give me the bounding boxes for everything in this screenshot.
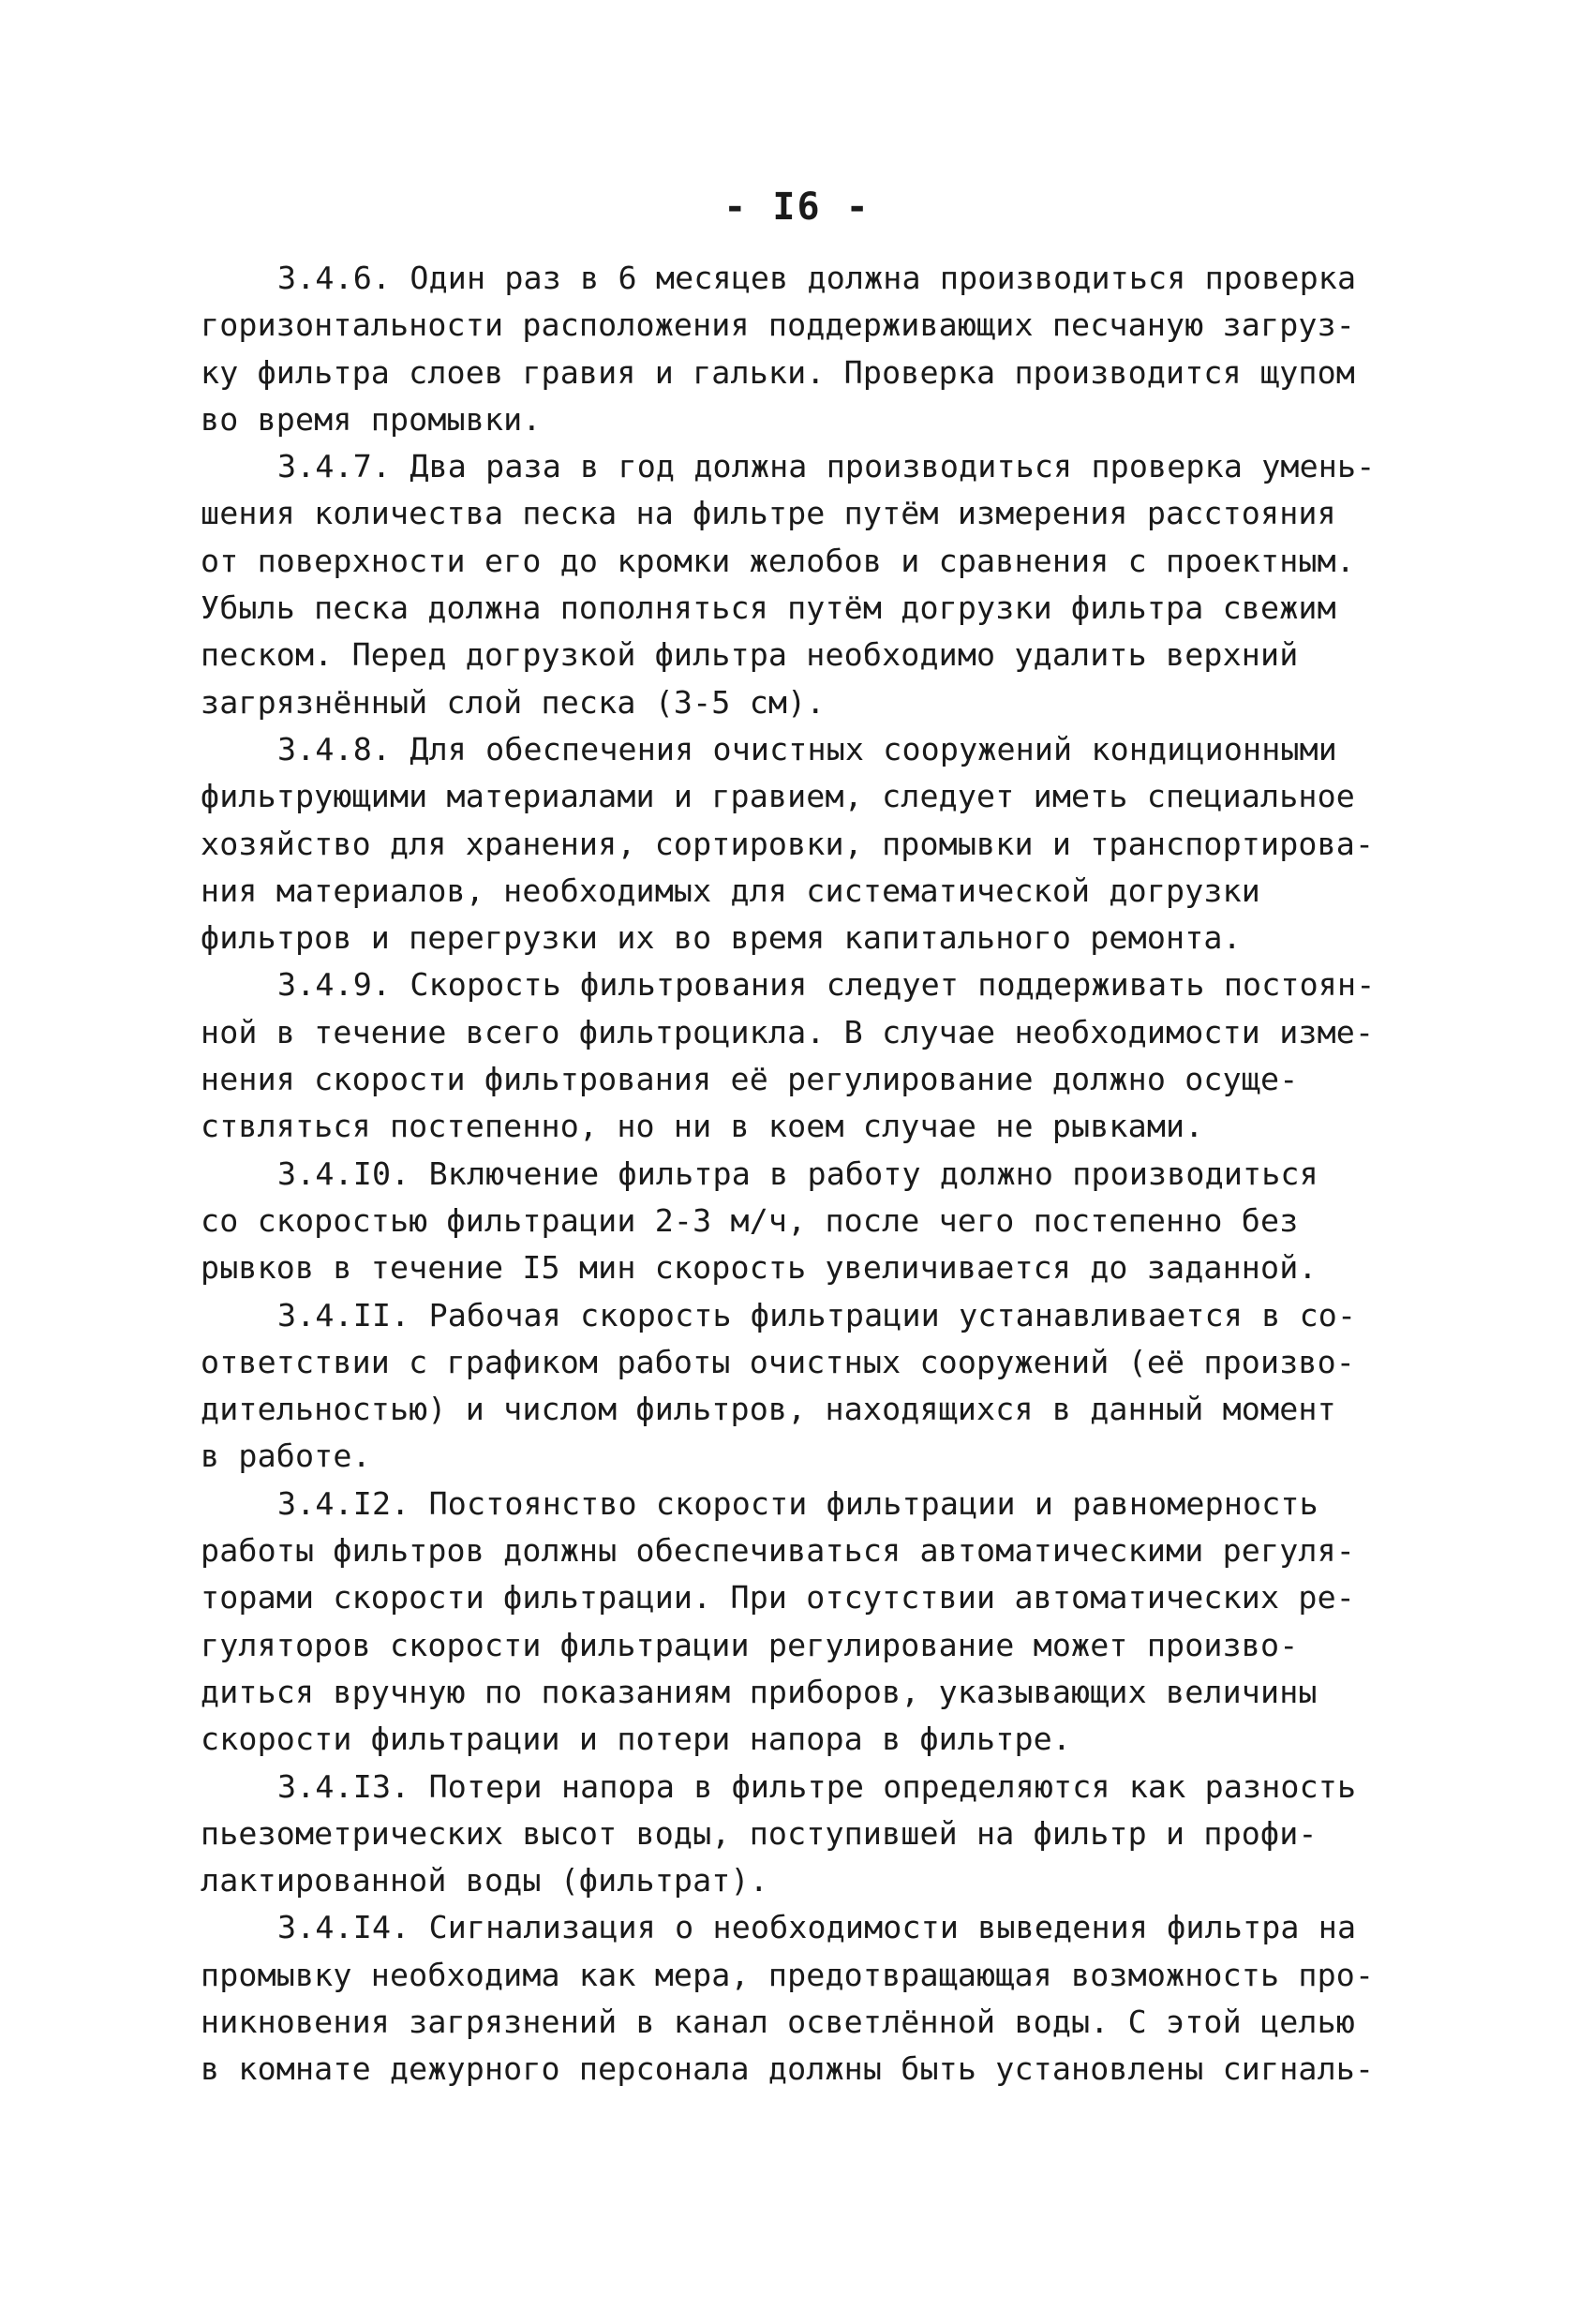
text-line: торами скорости фильтрации. При отсутствии автоматических ре- xyxy=(201,1579,1355,1616)
text-line: хозяйство для хранения, сортировки, промывки и транспортирова- xyxy=(201,825,1375,862)
paragraph-first-line: 3.4.9. Скорость фильтрования следует поддерживать постоян- xyxy=(277,966,1376,1004)
text-line: ной в течение всего фильтроцикла. В случае необходимости изме- xyxy=(201,1013,1375,1050)
paragraph-first-line: 3.4.I0. Включение фильтра в работу должно производиться xyxy=(277,1155,1318,1192)
paragraph-first-line: 3.4.I4. Сигнализация о необходимости выведения фильтра на xyxy=(277,1909,1357,1946)
text-line: гуляторов скорости фильтрации регулирование может произво- xyxy=(201,1626,1299,1663)
page-number: - I6 - xyxy=(723,186,871,229)
text-line: фильтров и перегрузки их во время капитального ремонта. xyxy=(201,919,1242,957)
text-line: во время промывки. xyxy=(201,400,542,438)
text-line: никновения загрязнений в канал осветлённой воды. С этой целью xyxy=(201,2003,1355,2040)
text-line: от поверхности его до кромки желобов и сравнения с проектным. xyxy=(201,542,1355,579)
paragraph-first-line: 3.4.8. Для обеспечения очистных сооружений кондиционными xyxy=(277,730,1337,767)
text-line: рывков в течение I5 мин скорость увеличивается до заданной. xyxy=(201,1249,1318,1287)
text-line: песком. Перед догрузкой фильтра необходимо удалить верхний xyxy=(201,636,1299,674)
text-line: работы фильтров должны обеспечиваться автоматическими регуля- xyxy=(201,1532,1355,1570)
text-line: ответствии с графиком работы очистных сооружений (её произво- xyxy=(201,1343,1355,1380)
text-line: скорости фильтрации и потери напора в фильтре. xyxy=(201,1721,1072,1758)
text-line: фильтрующими материалами и гравием, следует иметь специальное xyxy=(201,778,1355,815)
text-line: лактированной воды (фильтрат). xyxy=(201,1862,768,1899)
text-line: горизонтальности расположения поддерживающих песчаную загруз- xyxy=(201,306,1355,344)
text-line: пьезометрических высот воды, поступившей на фильтр и профи- xyxy=(201,1814,1318,1852)
body-text xyxy=(201,255,1419,2093)
text-line: диться вручную по показаниям приборов, указывающих величины xyxy=(201,1673,1318,1710)
text-line: дительностью) и числом фильтров, находящихся в данный момент xyxy=(201,1391,1336,1428)
text-line: загрязнённый слой песка (3-5 см). xyxy=(201,683,826,721)
text-line: нения скорости фильтрования её регулирование должно осуще- xyxy=(201,1061,1299,1098)
paragraph-first-line: 3.4.I2. Постоянство скорости фильтрации и равномерность xyxy=(277,1484,1318,1522)
paragraph-first-line: 3.4.7. Два раза в год должна производиться проверка умень- xyxy=(277,448,1376,485)
text-line: в работе. xyxy=(201,1438,371,1475)
text-line: промывку необходима как мера, предотвращающая возможность про- xyxy=(201,1956,1375,1993)
text-line: Убыль песка должна пополняться путём догрузки фильтра свежим xyxy=(201,589,1336,627)
text-line: ку фильтра слоев гравия и гальки. Проверка производится щупом xyxy=(201,353,1355,391)
paragraph-first-line: 3.4.6. Один раз в 6 месяцев должна производиться проверка xyxy=(277,260,1357,296)
text-line: в комнате дежурного персонала должны быть установлены сигналь- xyxy=(201,2050,1375,2088)
text-line: ствляться постепенно, но ни в коем случае не рывками. xyxy=(201,1108,1204,1145)
text-line: шения количества песка на фильтре путём измерения расстояния xyxy=(201,495,1336,532)
text-line: ния материалов, необходимых для систематической догрузки xyxy=(201,872,1260,909)
paragraph-first-line: 3.4.II. Рабочая скорость фильтрации устанавливается в со- xyxy=(277,1296,1357,1333)
paragraph-first-line: 3.4.I3. Потери напора в фильтре определяются как разность xyxy=(277,1767,1357,1805)
text-line: со скоростью фильтрации 2-3 м/ч, после чего постепенно без xyxy=(201,1201,1299,1239)
